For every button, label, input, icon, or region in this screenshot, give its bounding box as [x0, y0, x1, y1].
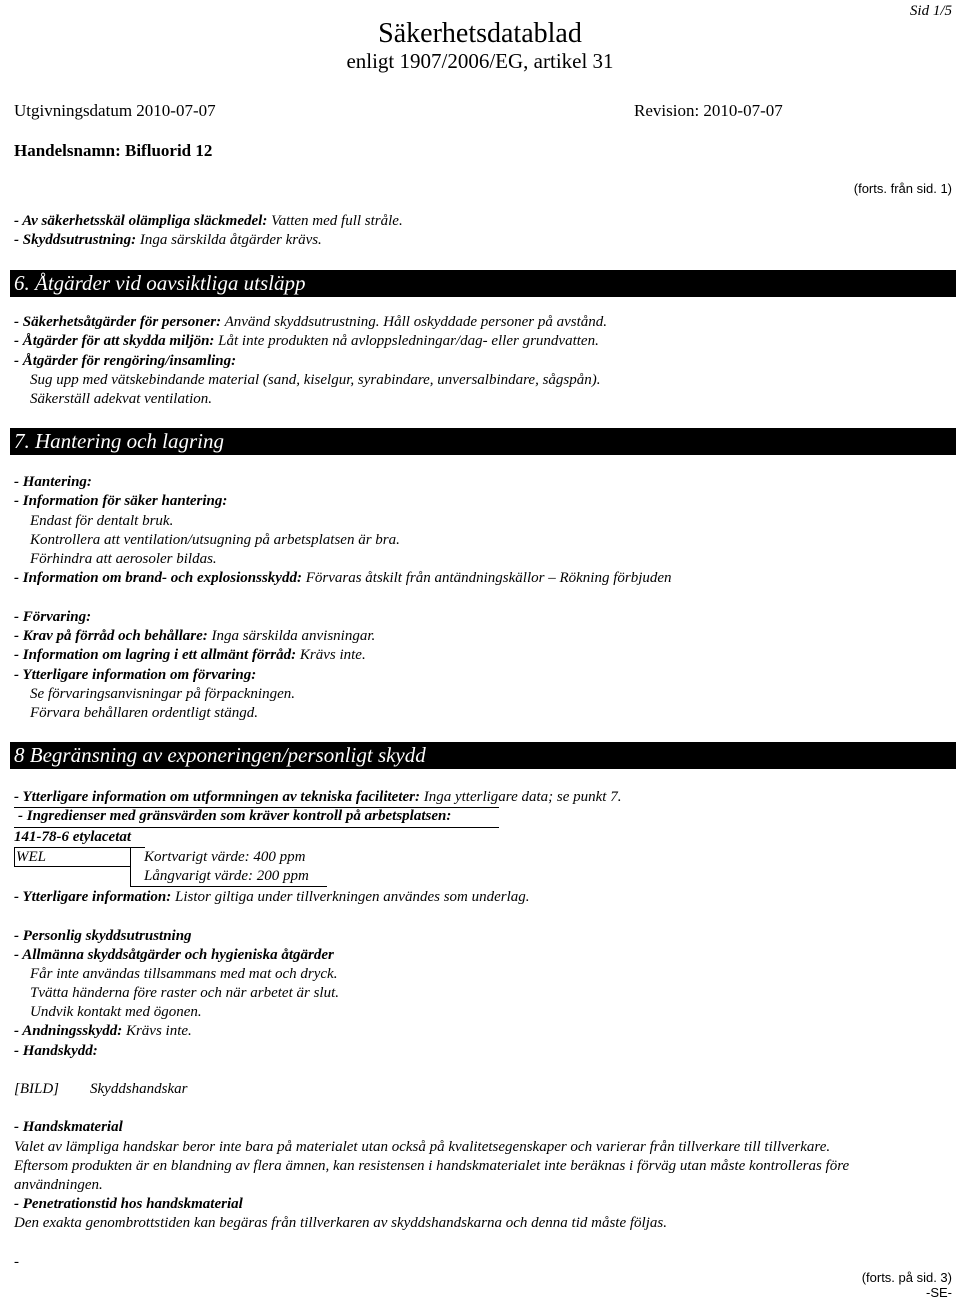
common-storage-line — [14, 646, 366, 665]
unsuitable-extinguishing-label: - Av säkerhetsskäl olämpliga släckmedel: — [14, 213, 268, 229]
trade-name: Handelsnamn: Bifluorid 12 — [14, 141, 213, 160]
hygiene-text-2: Tvätta händerna före raster och när arbetet är slut. — [30, 985, 340, 1001]
fire-protection-text: Förvaras åtskilt från antändningskällor – Rökning förbjuden — [301, 570, 672, 586]
section-7-heading: 7. Hantering och lagring — [10, 428, 956, 455]
further-info-line — [14, 888, 530, 907]
personal-precautions-label: - Säkerhetsåtgärder för personer: — [14, 314, 222, 330]
continued-to-note: (forts. på sid. 3) — [861, 1270, 952, 1285]
safe-handling-text-3: Förhindra att aerosoler bildas. — [30, 551, 217, 567]
further-info-text: Listor giltiga under tillverkningen användes som underlag. — [171, 889, 530, 905]
cleanup-label: - Åtgärder för rengöring/insamling: — [14, 353, 237, 369]
table-bottom-border — [130, 886, 327, 887]
issue-date: Utgivningsdatum 2010-07-07 — [14, 101, 216, 120]
further-storage-label: - Ytterligare information om förvaring: — [14, 667, 257, 683]
document-title: Säkerhetsdatablad — [378, 18, 582, 49]
engineering-controls-label: - Ytterligare information om utformningen av tekniska faciliteter: — [14, 789, 420, 805]
section-8-heading: 8 Begränsning av exponeringen/personligt skydd — [10, 742, 956, 769]
personal-precautions-text: Använd skyddsutrustning. Håll oskyddade personer på avstånd. — [221, 314, 608, 330]
protective-equipment-label: - Skyddsutrustning: — [14, 232, 137, 248]
unsuitable-extinguishing-line — [14, 212, 403, 231]
engineering-controls-line — [14, 788, 621, 807]
hygiene-text-1: Får inte användas tillsammans med mat och dryck. — [30, 966, 338, 982]
respiratory-protection-line — [14, 1022, 192, 1041]
image-placeholder: [BILD] — [14, 1081, 60, 1097]
environmental-precautions-text: Låt inte produkten nå avloppsledningar/dag- eller grundvatten. — [214, 333, 599, 349]
unsuitable-extinguishing-text: Vatten med full stråle. — [267, 213, 403, 229]
long-term-value: Långvarigt värde: 200 ppm — [144, 868, 309, 884]
storage-label: - Förvaring: — [14, 609, 92, 625]
hygiene-label: - Allmänna skyddsåtgärder och hygieniska åtgärder — [14, 947, 334, 963]
revision-date: Revision: 2010-07-07 — [634, 101, 783, 120]
engineering-controls-text: Inga ytterligare data; se punkt 7. — [419, 789, 622, 805]
wel-label: WEL — [16, 849, 46, 865]
glove-material-label: - Handskmaterial — [14, 1119, 123, 1135]
table-cell-border — [14, 847, 15, 867]
short-term-value: Kortvarigt värde: 400 ppm — [144, 849, 306, 865]
environmental-precautions-line — [14, 332, 599, 351]
substance-name: 141-78-6 etylacetat — [14, 829, 132, 845]
glove-material-text-2: Eftersom produkten är en blandning av flera ämnen, kan resistensen i handskmaterialet inte beräknas i förväg utan måste kontrolleras före — [14, 1158, 850, 1174]
glove-material-text-3: användningen. — [14, 1177, 103, 1193]
common-storage-label: - Information om lagring i ett allmänt förråd: — [14, 647, 297, 663]
cleanup-text-2: Säkerställ adekvat ventilation. — [30, 391, 213, 407]
safe-handling-text-2: Kontrollera att ventilation/utsugning på arbetsplatsen är bra. — [30, 532, 400, 548]
cleanup-text-1: Sug upp med vätskebindande material (sand, kiselgur, syrabindare, unversalbindare, sågspån). — [30, 372, 601, 388]
respiratory-protection-label: - Andningsskydd: — [14, 1023, 123, 1039]
respiratory-protection-text: Krävs inte. — [122, 1023, 192, 1039]
protective-equipment-text: Inga särskilda åtgärder krävs. — [136, 232, 322, 248]
handling-label: - Hantering: — [14, 474, 92, 490]
further-storage-text-1: Se förvaringsanvisningar på förpackningen. — [30, 686, 295, 702]
penetration-time-text: Den exakta genombrottstiden kan begäras från tillverkaren av skyddshandskarna och denna tid måste följas. — [14, 1215, 667, 1231]
section-6-heading: 6. Åtgärder vid oavsiktliga utsläpp — [10, 270, 956, 297]
gloves-text: Skyddshandskar — [90, 1081, 188, 1097]
penetration-time-label: - Penetrationstid hos handskmaterial — [14, 1196, 243, 1212]
hand-protection-label: - Handskydd: — [14, 1043, 98, 1059]
continued-from-note: (forts. från sid. 1) — [853, 181, 952, 196]
storage-requirements-text: Inga särskilda anvisningar. — [207, 628, 376, 644]
further-storage-text-2: Förvara behållaren ordentligt stängd. — [30, 705, 259, 721]
common-storage-text: Krävs inte. — [296, 647, 366, 663]
personal-precautions-line — [14, 313, 607, 332]
environmental-precautions-label: - Åtgärder för att skydda miljön: — [14, 333, 215, 349]
storage-requirements-line — [14, 627, 375, 646]
hygiene-text-3: Undvik kontakt med ögonen. — [30, 1004, 202, 1020]
document-subtitle: enligt 1907/2006/EG, artikel 31 — [346, 49, 614, 73]
glove-material-text-1: Valet av lämpliga handskar beror inte bara på materialet utan också på kvalitetsegenskaper och varierar från tillverkare till tillverkare. — [14, 1139, 831, 1155]
trailing-dash: - — [14, 1254, 19, 1270]
ppe-label: - Personlig skyddsutrustning — [14, 928, 192, 944]
page-number: Sid 1/5 — [909, 3, 952, 19]
further-info-label: - Ytterligare information: — [14, 889, 172, 905]
fire-protection-label: - Information om brand- och explosionsskydd: — [14, 570, 302, 586]
safe-handling-text-1: Endast för dentalt bruk. — [30, 513, 174, 529]
language-code: -SE- — [926, 1285, 952, 1300]
safe-handling-label: - Information för säker hantering: — [14, 493, 228, 509]
ingredients-label: - Ingredienser med gränsvärden som kräver kontroll på arbetsplatsen: — [18, 808, 452, 824]
table-cell-border — [130, 847, 131, 886]
protective-equipment-line — [14, 231, 322, 250]
fire-protection-line — [14, 569, 672, 588]
storage-requirements-label: - Krav på förråd och behållare: — [14, 628, 208, 644]
